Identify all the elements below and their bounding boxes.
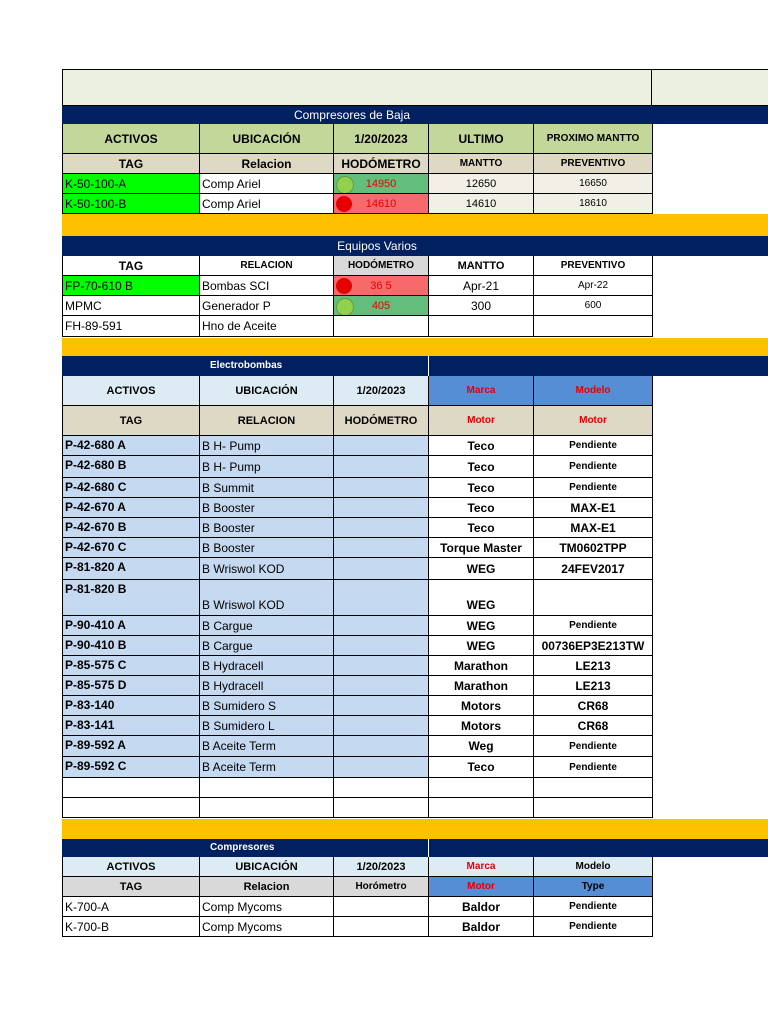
marca-cell: Teco — [429, 436, 534, 456]
table-row — [62, 897, 653, 917]
col-header-mantto: MANTTO — [429, 256, 534, 276]
col-header-ubicacion: UBICACIÓN — [200, 124, 334, 154]
marca-cell: WEG — [429, 580, 534, 616]
empty-cell — [534, 798, 653, 818]
marca-cell: Marathon — [429, 676, 534, 696]
hodometro-cell — [334, 616, 429, 636]
modelo-cell: Pendiente — [534, 917, 653, 937]
mantto-cell — [429, 316, 534, 337]
hodometro-cell — [334, 676, 429, 696]
tag-cell: P-42-680 C — [62, 478, 200, 498]
hodometro-cell — [334, 636, 429, 656]
modelo-cell: Pendiente — [534, 456, 653, 478]
relacion-cell: B Aceite Term — [200, 736, 334, 757]
empty-cell — [429, 798, 534, 818]
sheet-title-area-right — [652, 69, 768, 106]
col-header-tag: TAG — [62, 256, 200, 276]
col-header-hodometro: HODÓMETRO — [334, 406, 429, 436]
modelo-cell: Pendiente — [534, 736, 653, 757]
col-header-relacion: Relacion — [200, 877, 334, 897]
tag-cell: P-81-820 A — [62, 558, 200, 580]
horometro-cell — [334, 917, 429, 937]
hodometro-cell — [334, 716, 429, 736]
col-header-hodometro: HODÓMETRO — [334, 154, 429, 174]
hodometro-cell — [334, 174, 429, 194]
empty-cell — [200, 798, 334, 818]
relacion-cell: Generador P — [200, 296, 334, 316]
tag-cell: FH-89-591 — [62, 316, 200, 337]
modelo-cell: 00736EP3E213TW — [534, 636, 653, 656]
col-header-ultimo: ULTIMO — [429, 124, 534, 154]
tag-cell: K-700-B — [62, 917, 200, 937]
preventivo-cell: Apr-22 — [534, 276, 653, 296]
hodometro-cell — [334, 558, 429, 580]
modelo-cell: LE213 — [534, 656, 653, 676]
relacion-cell: Comp Ariel — [200, 174, 334, 194]
relacion-cell: Comp Ariel — [200, 194, 334, 214]
relacion-cell: B Summit — [200, 478, 334, 498]
tag-cell: P-85-575 C — [62, 656, 200, 676]
tag-cell: P-42-670 A — [62, 498, 200, 518]
tag-cell: P-90-410 B — [62, 636, 200, 656]
section-title-band — [62, 839, 768, 857]
table-row — [62, 498, 653, 518]
table-row — [62, 518, 653, 538]
marca-cell: Teco — [429, 478, 534, 498]
section-title-divider — [428, 839, 429, 857]
hodometro-cell — [334, 296, 429, 316]
s1-header-row-2 — [62, 154, 653, 174]
table-row — [62, 757, 653, 778]
status-red-icon — [336, 278, 352, 294]
col-header-motor: Motor — [429, 406, 534, 436]
tag-cell: P-89-592 C — [62, 757, 200, 778]
col-header-date: 1/20/2023 — [334, 376, 429, 406]
modelo-cell: CR68 — [534, 696, 653, 716]
tag-cell: P-42-670 B — [62, 518, 200, 538]
empty-cell — [200, 778, 334, 798]
relacion-cell: B Cargue — [200, 616, 334, 636]
section-divider — [62, 338, 768, 356]
table-row — [62, 696, 653, 716]
marca-cell: WEG — [429, 616, 534, 636]
ultimo-cell: 12650 — [429, 174, 534, 194]
relacion-cell: B Booster — [200, 498, 334, 518]
s1-header-row-1 — [62, 124, 653, 154]
col-header-date: 1/20/2023 — [334, 124, 429, 154]
table-row — [62, 676, 653, 696]
relacion-cell: Comp Mycoms — [200, 917, 334, 937]
section-title-equipos-varios — [62, 236, 768, 256]
tag-cell: MPMC — [62, 296, 200, 316]
section-title-compresores-baja — [62, 106, 768, 124]
table-row — [62, 436, 653, 456]
s4-header-row-2 — [62, 877, 653, 897]
relacion-cell: Comp Mycoms — [200, 897, 334, 917]
col-header-ubicacion: UBICACIÓN — [200, 376, 334, 406]
s4-header-row-1 — [62, 857, 653, 877]
empty-cell — [62, 798, 200, 818]
modelo-cell: MAX-E1 — [534, 518, 653, 538]
relacion-cell: B Wriswol KOD — [200, 580, 334, 616]
table-row — [62, 917, 653, 937]
marca-cell: Motors — [429, 716, 534, 736]
status-green-icon — [336, 298, 354, 316]
section-title-text: Compresores de Baja — [293, 108, 411, 122]
marca-cell: Teco — [429, 456, 534, 478]
ultimo-cell: 14610 — [429, 194, 534, 214]
tag-cell: P-81-820 B — [62, 580, 200, 616]
s3-header-row-2 — [62, 406, 653, 436]
hodometro-cell — [334, 456, 429, 478]
hodometro-cell — [334, 538, 429, 558]
mantto-cell: Apr-21 — [429, 276, 534, 296]
empty-cell — [534, 778, 653, 798]
modelo-cell: TM0602TPP — [534, 538, 653, 558]
empty-cell — [429, 778, 534, 798]
relacion-cell: B Cargue — [200, 636, 334, 656]
col-header-horometro: Horómetro — [334, 877, 429, 897]
col-header-type: Type — [534, 877, 653, 897]
tag-cell: P-90-410 A — [62, 616, 200, 636]
table-row — [62, 580, 653, 616]
hodometro-value: 405 — [371, 299, 391, 312]
mantto-cell: 300 — [429, 296, 534, 316]
section-divider — [62, 214, 768, 236]
col-header-modelo: Modelo — [534, 376, 653, 406]
modelo-cell: MAX-E1 — [534, 498, 653, 518]
tag-cell: FP-70-610 B — [62, 276, 200, 296]
status-red-icon — [336, 196, 352, 212]
relacion-cell: B H- Pump — [200, 436, 334, 456]
marca-cell: Baldor — [429, 897, 534, 917]
col-header-mantto: MANTTO — [429, 154, 534, 174]
table-row — [62, 478, 653, 498]
marca-cell: WEG — [429, 558, 534, 580]
relacion-cell: B Booster — [200, 518, 334, 538]
col-header-tag: TAG — [62, 406, 200, 436]
tag-cell: P-83-140 — [62, 696, 200, 716]
col-header-preventivo: PREVENTIVO — [534, 256, 653, 276]
sheet-title-area — [62, 69, 652, 106]
col-header-motor: Motor — [429, 877, 534, 897]
table-row-empty — [62, 778, 653, 798]
empty-cell — [62, 778, 200, 798]
s3-header-row-1 — [62, 376, 653, 406]
section-divider — [62, 819, 768, 839]
col-header-motor-2: Motor — [534, 406, 653, 436]
preventivo-cell: 600 — [534, 296, 653, 316]
section-title-band — [62, 356, 768, 376]
proximo-cell: 18610 — [534, 194, 653, 214]
table-row-empty — [62, 798, 653, 818]
marca-cell: Torque Master — [429, 538, 534, 558]
modelo-cell: Pendiente — [534, 757, 653, 778]
s2-header-row — [62, 256, 653, 276]
table-row — [62, 316, 653, 337]
relacion-cell: Hno de Aceite — [200, 316, 334, 337]
col-header-activos: ACTIVOS — [62, 857, 200, 877]
col-header-tag: TAG — [62, 154, 200, 174]
hodometro-cell — [334, 656, 429, 676]
relacion-cell: B Sumidero L — [200, 716, 334, 736]
col-header-tag: TAG — [62, 877, 200, 897]
tag-cell: K-50-100-B — [62, 194, 200, 214]
relacion-cell: B Wriswol KOD — [200, 558, 334, 580]
tag-cell: P-42-670 C — [62, 538, 200, 558]
col-header-preventivo: PREVENTIVO — [534, 154, 653, 174]
hodometro-cell — [334, 478, 429, 498]
tag-cell: P-89-592 A — [62, 736, 200, 757]
hodometro-value: 36 5 — [370, 279, 392, 292]
relacion-cell: B Sumidero S — [200, 696, 334, 716]
col-header-relacion: Relacion — [200, 154, 334, 174]
modelo-cell: Pendiente — [534, 436, 653, 456]
relacion-cell: B Aceite Term — [200, 757, 334, 778]
table-row — [62, 716, 653, 736]
col-header-marca: Marca — [429, 857, 534, 877]
tag-cell: P-85-575 D — [62, 676, 200, 696]
tag-cell: P-83-141 — [62, 716, 200, 736]
hodometro-value: 14950 — [365, 177, 397, 190]
hodometro-cell — [334, 518, 429, 538]
hodometro-cell — [334, 736, 429, 757]
hodometro-cell — [334, 316, 429, 337]
relacion-cell: Bombas SCI — [200, 276, 334, 296]
tag-cell: P-42-680 A — [62, 436, 200, 456]
col-header-marca: Marca — [429, 376, 534, 406]
table-row — [62, 538, 653, 558]
table-row — [62, 194, 653, 214]
hodometro-cell — [334, 276, 429, 296]
relacion-cell: B Hydracell — [200, 656, 334, 676]
status-green-icon — [336, 176, 354, 194]
empty-cell — [334, 798, 429, 818]
hodometro-cell — [334, 757, 429, 778]
hodometro-cell — [334, 436, 429, 456]
section-title-electrobombas: Electrobombas — [210, 356, 282, 376]
modelo-cell: Pendiente — [534, 897, 653, 917]
proximo-cell: 16650 — [534, 174, 653, 194]
table-row — [62, 736, 653, 757]
marca-cell: Baldor — [429, 917, 534, 937]
modelo-cell: Pendiente — [534, 616, 653, 636]
marca-cell: Marathon — [429, 656, 534, 676]
hodometro-cell — [334, 194, 429, 214]
preventivo-cell — [534, 316, 653, 337]
table-row — [62, 456, 653, 478]
col-header-activos: ACTIVOS — [62, 376, 200, 406]
marca-cell: WEG — [429, 636, 534, 656]
modelo-cell: Pendiente — [534, 478, 653, 498]
col-header-date: 1/20/2023 — [334, 857, 429, 877]
marca-cell: Teco — [429, 757, 534, 778]
empty-cell — [334, 778, 429, 798]
relacion-cell: B H- Pump — [200, 456, 334, 478]
table-row — [62, 616, 653, 636]
col-header-activos: ACTIVOS — [62, 124, 200, 154]
table-row — [62, 636, 653, 656]
modelo-cell — [534, 580, 653, 616]
table-row — [62, 656, 653, 676]
hodometro-cell — [334, 696, 429, 716]
table-row — [62, 296, 653, 316]
col-header-hodometro: HODÓMETRO — [334, 256, 429, 276]
marca-cell: Motors — [429, 696, 534, 716]
hodometro-cell — [334, 498, 429, 518]
col-header-relacion: RELACION — [200, 406, 334, 436]
tag-cell: P-42-680 B — [62, 456, 200, 478]
modelo-cell: LE213 — [534, 676, 653, 696]
modelo-cell: 24FEV2017 — [534, 558, 653, 580]
section-title-divider — [428, 356, 429, 376]
section-title-text: Equipos Varios — [337, 239, 417, 253]
marca-cell: Teco — [429, 518, 534, 538]
col-header-proximo: PROXIMO MANTTO — [534, 124, 653, 154]
table-row — [62, 174, 653, 194]
section-title-compresores: Compresores — [210, 839, 274, 857]
marca-cell: Weg — [429, 736, 534, 757]
tag-cell: K-50-100-A — [62, 174, 200, 194]
table-row — [62, 276, 653, 296]
col-header-ubicacion: UBICACIÓN — [200, 857, 334, 877]
hodometro-cell — [334, 580, 429, 616]
col-header-modelo: Modelo — [534, 857, 653, 877]
tag-cell: K-700-A — [62, 897, 200, 917]
col-header-relacion: RELACION — [200, 256, 334, 276]
relacion-cell: B Hydracell — [200, 676, 334, 696]
marca-cell: Teco — [429, 498, 534, 518]
relacion-cell: B Booster — [200, 538, 334, 558]
table-row — [62, 558, 653, 580]
hodometro-value: 14610 — [365, 197, 397, 210]
horometro-cell — [334, 897, 429, 917]
modelo-cell: CR68 — [534, 716, 653, 736]
